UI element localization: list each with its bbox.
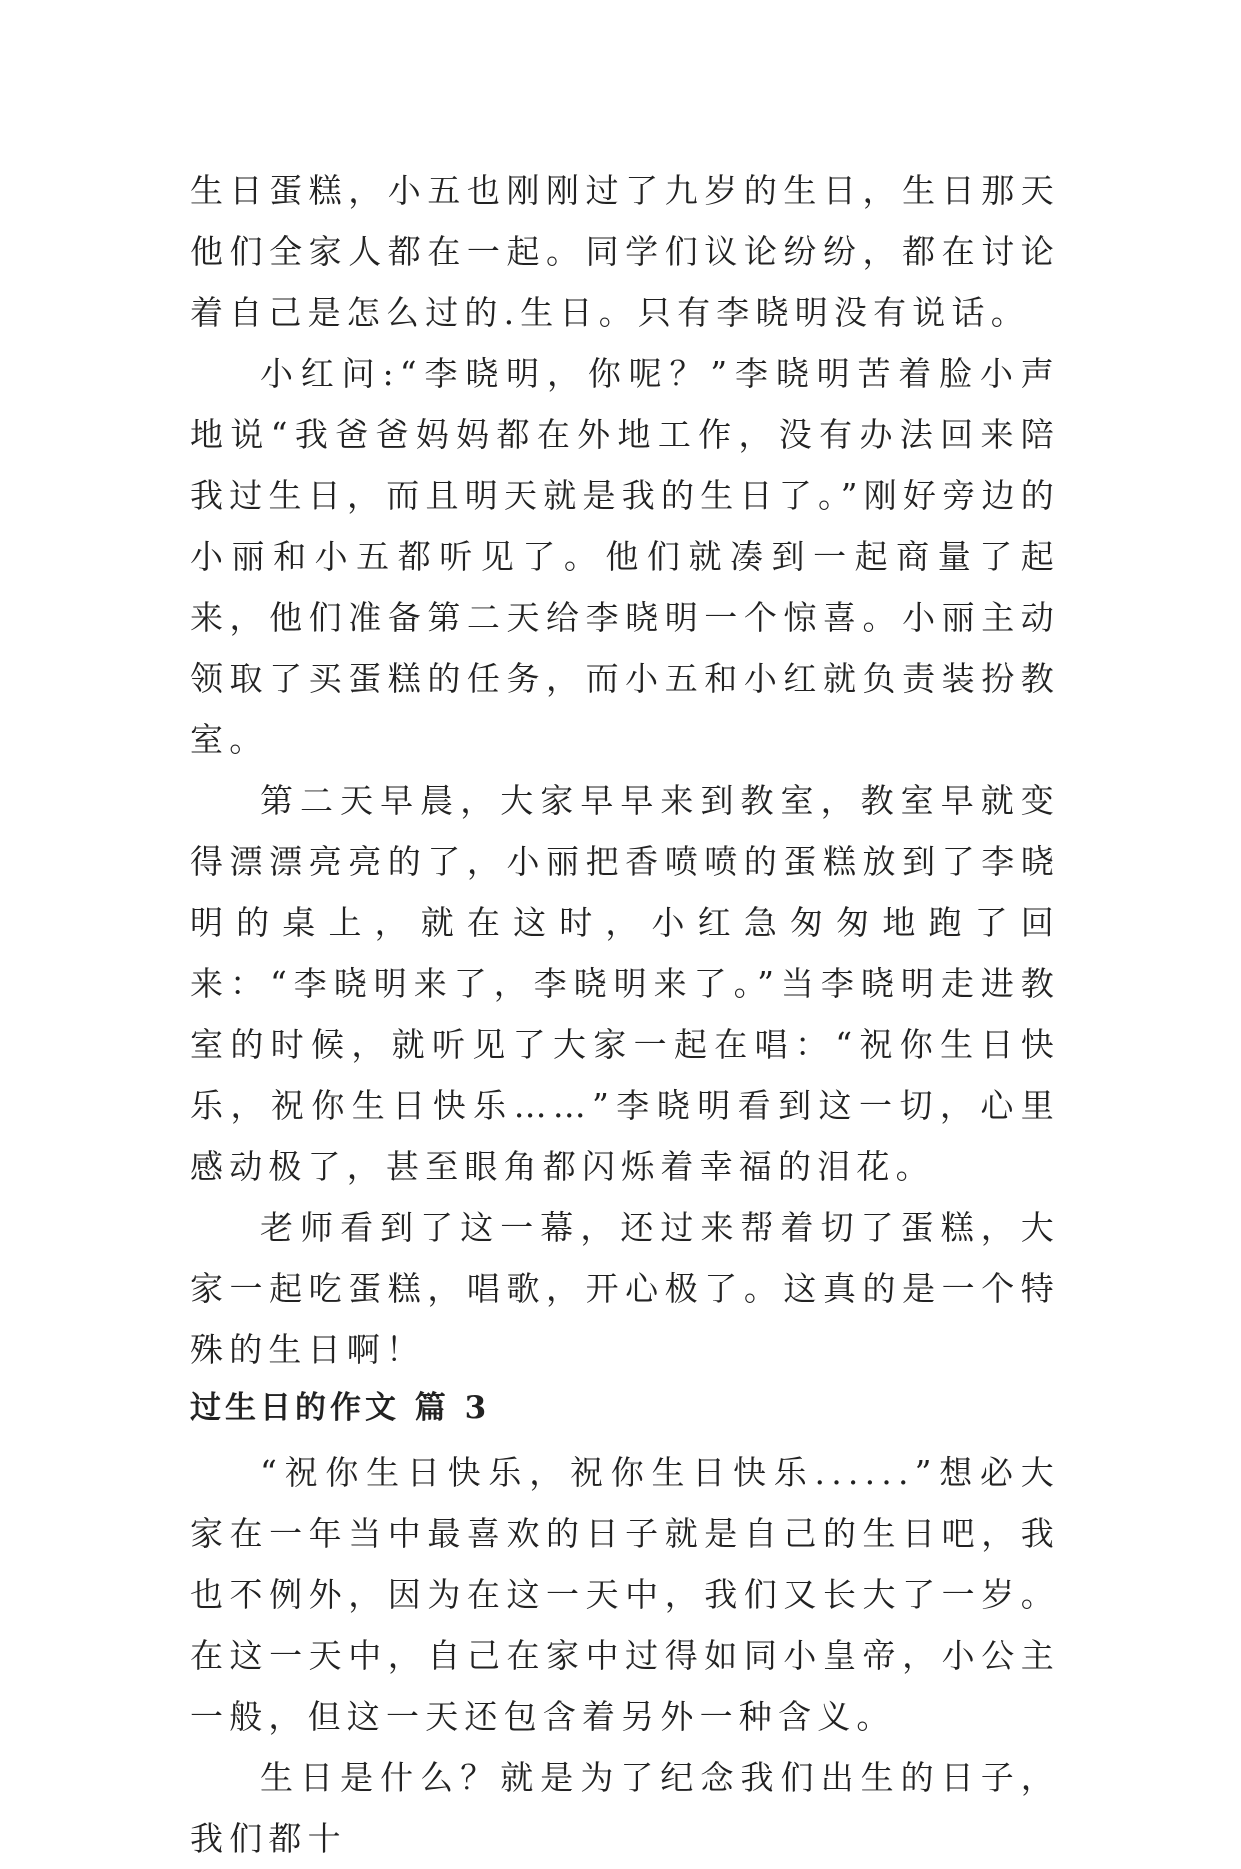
paragraph-what-is-birthday: 生日是什么？就是为了纪念我们出生的日子，我们都十 xyxy=(190,1758,1060,1858)
paragraph-birthday-cake: 生日蛋糕，小五也刚刚过了九岁的生日，生日那天他们全家人都在一起。同学们议论纷纷，都在讨论着自己是怎么过的.生日。只有李晓明没有说话。 xyxy=(190,171,1060,332)
paragraph-next-morning: 第二天早晨，大家早早来到教室，教室早就变得漂漂亮亮的了，小丽把香喷喷的蛋糕放到了李晓明的桌上，就在这时，小红急匆匆地跑了回来：“李晓明来了，李晓明来了。”当李晓明走进教室的时候，就听见了大家一起在唱：“祝你生日快乐，祝你生日快乐……”李晓明看到这一切，心里感动极了，甚至眼角都闪烁着幸福的泪花。 xyxy=(190,781,1060,1186)
paragraph-teacher: 老师看到了这一幕，还过来帮着切了蛋糕，大家一起吃蛋糕，唱歌，开心极了。这真的是一个特殊的生日啊！ xyxy=(190,1208,1060,1369)
document-body xyxy=(190,160,1060,1869)
paragraph-xiaohong-asks: 小红问:“李晓明，你呢？”李晓明苦着脸小声地说“我爸爸妈妈都在外地工作，没有办法回来陪我过生日，而且明天就是我的生日了。”刚好旁边的小丽和小五都听见了。他们就凑到一起商量了起来，他们准备第二天给李晓明一个惊喜。小丽主动领取了买蛋糕的任务，而小五和小红就负责装扮教室。 xyxy=(190,354,1060,759)
section-heading: 过生日的作文 篇 3 xyxy=(190,1390,491,1426)
paragraph-happy-birthday-song: “祝你生日快乐，祝你生日快乐......”想必大家在一年当中最喜欢的日子就是自己的生日吧，我也不例外，因为在这一天中，我们又长大了一岁。在这一天中，自己在家中过得如同小皇帝，小公主一般，但这一天还包含着另外一种含义。 xyxy=(190,1453,1060,1736)
